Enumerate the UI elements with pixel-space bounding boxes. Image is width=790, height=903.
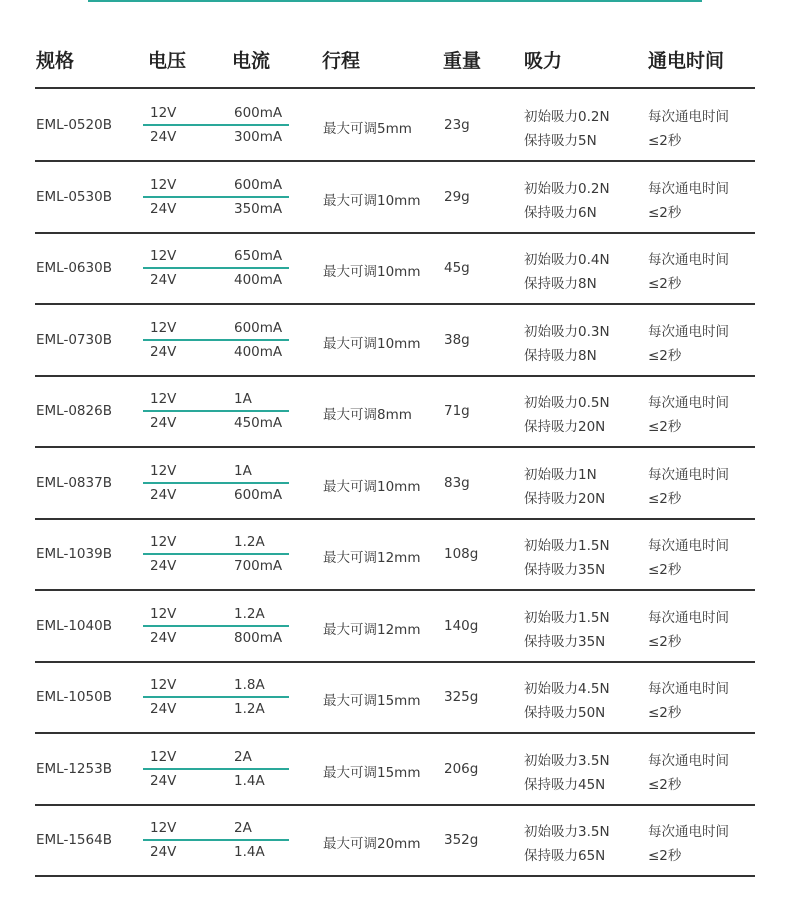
voltage-current-separator <box>143 410 289 412</box>
row-initial-force: 初始吸力1.5N <box>524 609 610 626</box>
row-time-value: ≤2秒 <box>648 633 682 650</box>
row-initial-force: 初始吸力0.2N <box>524 180 610 197</box>
header-model: 规格 <box>36 50 75 72</box>
row-model: EML-0520B <box>36 117 112 133</box>
row-voltage-12: 12V <box>150 248 177 264</box>
row-current-12: 2A <box>234 748 252 765</box>
row-voltage-12: 12V <box>150 319 177 336</box>
row-stroke: 最大可调10mm <box>323 478 421 495</box>
row-holding-force: 保持吸力8N <box>524 347 597 364</box>
row-time-label: 每次通电时间 <box>648 609 729 626</box>
row-current-12: 2A <box>234 820 252 836</box>
row-current-24: 700mA <box>234 558 283 574</box>
row-stroke: 最大可调12mm <box>323 621 421 638</box>
voltage-current-separator <box>143 482 289 484</box>
voltage-current-separator <box>143 267 289 269</box>
row-holding-force: 保持吸力5N <box>524 133 597 149</box>
row-stroke: 最大可调15mm <box>323 764 421 781</box>
table-row <box>0 375 790 447</box>
row-voltage-12: 12V <box>150 105 177 121</box>
row-current-12: 1.2A <box>234 605 265 622</box>
header-voltage: 电压 <box>148 50 187 72</box>
row-time-label: 每次通电时间 <box>648 323 729 340</box>
row-time-value: ≤2秒 <box>648 419 682 435</box>
row-holding-force: 保持吸力50N <box>524 705 606 721</box>
voltage-current-separator <box>143 768 289 770</box>
row-stroke: 最大可调10mm <box>323 192 421 209</box>
voltage-current-separator <box>143 625 289 627</box>
row-stroke: 最大可调12mm <box>323 550 421 566</box>
row-stroke: 最大可调5mm <box>323 121 412 137</box>
row-voltage-24: 24V <box>150 844 177 860</box>
row-weight: 29g <box>444 188 470 205</box>
voltage-current-separator <box>143 339 289 341</box>
row-time-label: 每次通电时间 <box>648 681 729 697</box>
row-voltage-12: 12V <box>150 462 177 479</box>
row-voltage-24: 24V <box>150 415 177 431</box>
row-voltage-12: 12V <box>150 391 177 407</box>
row-voltage-12: 12V <box>150 176 177 193</box>
row-voltage-12: 12V <box>150 677 177 693</box>
row-weight: 140g <box>444 617 479 634</box>
row-initial-force: 初始吸力3.5N <box>524 752 610 769</box>
row-model: EML-0630B <box>36 260 112 276</box>
row-holding-force: 保持吸力65N <box>524 848 606 864</box>
row-time-label: 每次通电时间 <box>648 395 729 411</box>
row-time-value: ≤2秒 <box>648 204 682 221</box>
voltage-current-separator <box>143 196 289 198</box>
row-voltage-24: 24V <box>150 272 177 288</box>
voltage-current-separator <box>143 124 289 126</box>
row-initial-force: 初始吸力1.5N <box>524 538 610 554</box>
header-time: 通电时间 <box>648 50 725 72</box>
row-stroke: 最大可调8mm <box>323 407 412 423</box>
table-row <box>0 518 790 590</box>
row-current-24: 400mA <box>234 272 283 288</box>
row-weight: 23g <box>444 117 470 133</box>
row-stroke: 最大可调10mm <box>323 335 421 352</box>
row-weight: 206g <box>444 760 479 777</box>
row-time-value: ≤2秒 <box>648 562 682 578</box>
row-current-12: 1A <box>234 391 252 407</box>
row-time-label: 每次通电时间 <box>648 109 729 125</box>
row-time-value: ≤2秒 <box>648 848 682 864</box>
row-holding-force: 保持吸力20N <box>524 419 606 435</box>
header-weight: 重量 <box>443 50 482 72</box>
voltage-current-separator <box>143 696 289 698</box>
row-stroke: 最大可调20mm <box>323 836 421 852</box>
row-current-24: 350mA <box>234 200 283 217</box>
row-stroke: 最大可调10mm <box>323 264 421 280</box>
row-voltage-24: 24V <box>150 486 177 503</box>
row-holding-force: 保持吸力35N <box>524 633 606 650</box>
row-weight: 352g <box>444 832 479 848</box>
row-holding-force: 保持吸力45N <box>524 776 606 793</box>
row-model: EML-1050B <box>36 689 112 705</box>
row-voltage-12: 12V <box>150 534 177 550</box>
row-time-value: ≤2秒 <box>648 133 682 149</box>
row-model: EML-0837B <box>36 474 112 491</box>
voltage-current-separator <box>143 839 289 841</box>
row-model: EML-1253B <box>36 760 112 777</box>
voltage-current-separator <box>143 553 289 555</box>
row-weight: 38g <box>444 331 470 348</box>
row-weight: 71g <box>444 403 470 419</box>
row-current-24: 450mA <box>234 415 283 431</box>
row-voltage-24: 24V <box>150 129 177 145</box>
row-initial-force: 初始吸力1N <box>524 466 597 483</box>
row-current-24: 1.4A <box>234 844 265 860</box>
row-voltage-24: 24V <box>150 772 177 789</box>
table-row <box>0 304 790 376</box>
row-initial-force: 初始吸力3.5N <box>524 824 610 840</box>
row-current-12: 650mA <box>234 248 283 264</box>
row-weight: 45g <box>444 260 470 276</box>
row-time-label: 每次通电时间 <box>648 824 729 840</box>
row-current-12: 1.8A <box>234 677 265 693</box>
row-current-24: 400mA <box>234 343 283 360</box>
row-current-24: 300mA <box>234 129 283 145</box>
table-row <box>0 804 790 876</box>
row-time-value: ≤2秒 <box>648 490 682 507</box>
row-voltage-24: 24V <box>150 200 177 217</box>
row-model: EML-1564B <box>36 832 112 848</box>
row-stroke: 最大可调15mm <box>323 693 421 709</box>
row-weight: 325g <box>444 689 479 705</box>
row-model: EML-1040B <box>36 617 112 634</box>
row-holding-force: 保持吸力6N <box>524 204 597 221</box>
row-voltage-12: 12V <box>150 820 177 836</box>
row-voltage-12: 12V <box>150 605 177 622</box>
table-row <box>0 89 790 161</box>
row-time-label: 每次通电时间 <box>648 252 729 268</box>
row-model: EML-0730B <box>36 331 112 348</box>
row-current-12: 1A <box>234 462 252 479</box>
row-weight: 83g <box>444 474 470 491</box>
row-model: EML-1039B <box>36 546 112 562</box>
row-voltage-24: 24V <box>150 629 177 646</box>
row-initial-force: 初始吸力0.3N <box>524 323 610 340</box>
table-header <box>0 0 790 88</box>
row-initial-force: 初始吸力0.2N <box>524 109 610 125</box>
row-time-value: ≤2秒 <box>648 705 682 721</box>
row-time-value: ≤2秒 <box>648 347 682 364</box>
table-row <box>0 733 790 805</box>
row-current-24: 1.4A <box>234 772 265 789</box>
row-time-label: 每次通电时间 <box>648 466 729 483</box>
row-voltage-12: 12V <box>150 748 177 765</box>
row-initial-force: 初始吸力0.4N <box>524 252 610 268</box>
table-row <box>0 447 790 519</box>
row-divider <box>35 875 755 877</box>
row-time-value: ≤2秒 <box>648 276 682 292</box>
row-current-12: 600mA <box>234 319 283 336</box>
row-time-label: 每次通电时间 <box>648 752 729 769</box>
header-stroke: 行程 <box>322 50 361 72</box>
row-voltage-24: 24V <box>150 701 177 717</box>
row-time-value: ≤2秒 <box>648 776 682 793</box>
header-force: 吸力 <box>524 50 563 72</box>
row-current-12: 600mA <box>234 176 283 193</box>
row-model: EML-0826B <box>36 403 112 419</box>
row-voltage-24: 24V <box>150 343 177 360</box>
row-holding-force: 保持吸力8N <box>524 276 597 292</box>
row-voltage-24: 24V <box>150 558 177 574</box>
row-holding-force: 保持吸力20N <box>524 490 606 507</box>
row-current-12: 1.2A <box>234 534 265 550</box>
table-row <box>0 661 790 733</box>
row-holding-force: 保持吸力35N <box>524 562 606 578</box>
row-initial-force: 初始吸力0.5N <box>524 395 610 411</box>
row-initial-force: 初始吸力4.5N <box>524 681 610 697</box>
table-row <box>0 161 790 233</box>
row-weight: 108g <box>444 546 479 562</box>
row-current-12: 600mA <box>234 105 283 121</box>
row-model: EML-0530B <box>36 188 112 205</box>
row-current-24: 600mA <box>234 486 283 503</box>
row-current-24: 1.2A <box>234 701 265 717</box>
table-row <box>0 590 790 662</box>
row-time-label: 每次通电时间 <box>648 538 729 554</box>
row-time-label: 每次通电时间 <box>648 180 729 197</box>
row-current-24: 800mA <box>234 629 283 646</box>
table-row <box>0 232 790 304</box>
header-current: 电流 <box>232 50 271 72</box>
